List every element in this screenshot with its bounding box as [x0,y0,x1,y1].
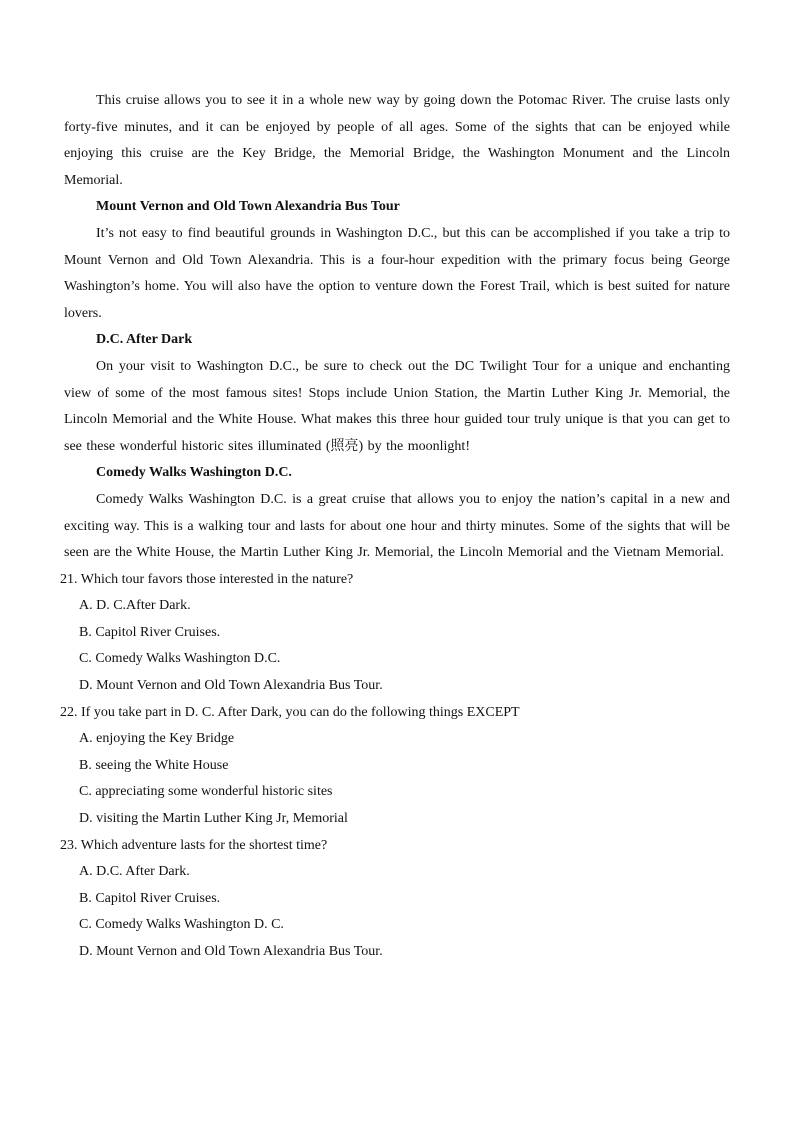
paragraph-mount-vernon-tour: It’s not easy to find beautiful grounds in Washington D.C., but this can be accomplished if you take a trip to Mount Vernon and Old Town Alexandria. This is a four-hour expedition with the primary focus being George Washington’s home. You will also have the option to venture down the Forest Trail, which is best suited for nature lovers. [64,225,730,321]
option-a: A. D. C.After Dark. [79,598,191,614]
option-b: B. seeing the White House [79,757,229,773]
option-c: C. appreciating some wonderful historic sites [79,784,333,800]
question-23 [60,833,730,966]
option-c: C. Comedy Walks Washington D. C. [79,917,284,933]
document-page [60,88,730,966]
option-d: D. Mount Vernon and Old Town Alexandria Bus Tour. [79,944,383,959]
option-c: C. Comedy Walks Washington D.C. [79,651,281,667]
option-b: B. Capitol River Cruises. [79,624,221,640]
option-b: B. Capitol River Cruises. [79,890,221,906]
question-21 [60,567,730,700]
paragraph-dc-after-dark: On your visit to Washington D.C., be sure to check out the DC Twilight Tour for a unique and enchanting view of some of the most famous sites! Stops include Union Station, the Martin Luther King Jr. Memorial, the Lincoln Memorial and the White House. What makes this three hour guided tour truly unique is that you can get to see these wonderful historic sites illuminated (照亮) by the moonlight! [64,358,730,454]
paragraph-capitol-river-cruise: This cruise allows you to see it in a whole new way by going down the Potomac River. The cruise lasts only forty-five minutes, and it can be enjoyed by people of all ages. Some of the sights that can be enjoyed while enjoying this cruise are the Key Bridge, the Memorial Bridge, the Washington Monument and the Lincoln Memorial. [64,93,730,188]
question-text: 23. Which adventure lasts for the shortest time? [60,837,328,853]
option-a: A. D.C. After Dark. [79,864,190,880]
option-a: A. enjoying the Key Bridge [79,731,235,747]
option-d: D. Mount Vernon and Old Town Alexandria Bus Tour. [79,678,383,694]
question-text: 22. If you take part in D. C. After Dark, you can do the following things EXCEPT [60,704,520,720]
question-text: 21. Which tour favors those interested in the nature? [60,571,354,587]
paragraph-comedy-walks: Comedy Walks Washington D.C. is a great cruise that allows you to enjoy the nation’s capital in a new and exciting way. This is a walking tour and lasts for about one hour and thirty minutes. Some of the sights that will be seen are the White House, the Martin Luther King Jr. Memorial, the Lincoln Memorial and the Vietnam Memorial. [64,491,730,561]
heading-comedy-walks: Comedy Walks Washington D.C. [96,465,292,481]
heading-dc-after-dark: D.C. After Dark [96,332,193,348]
option-d: D. visiting the Martin Luther King Jr, Memorial [79,811,348,827]
heading-mount-vernon-tour: Mount Vernon and Old Town Alexandria Bus Tour [96,199,400,215]
question-22 [60,700,730,833]
